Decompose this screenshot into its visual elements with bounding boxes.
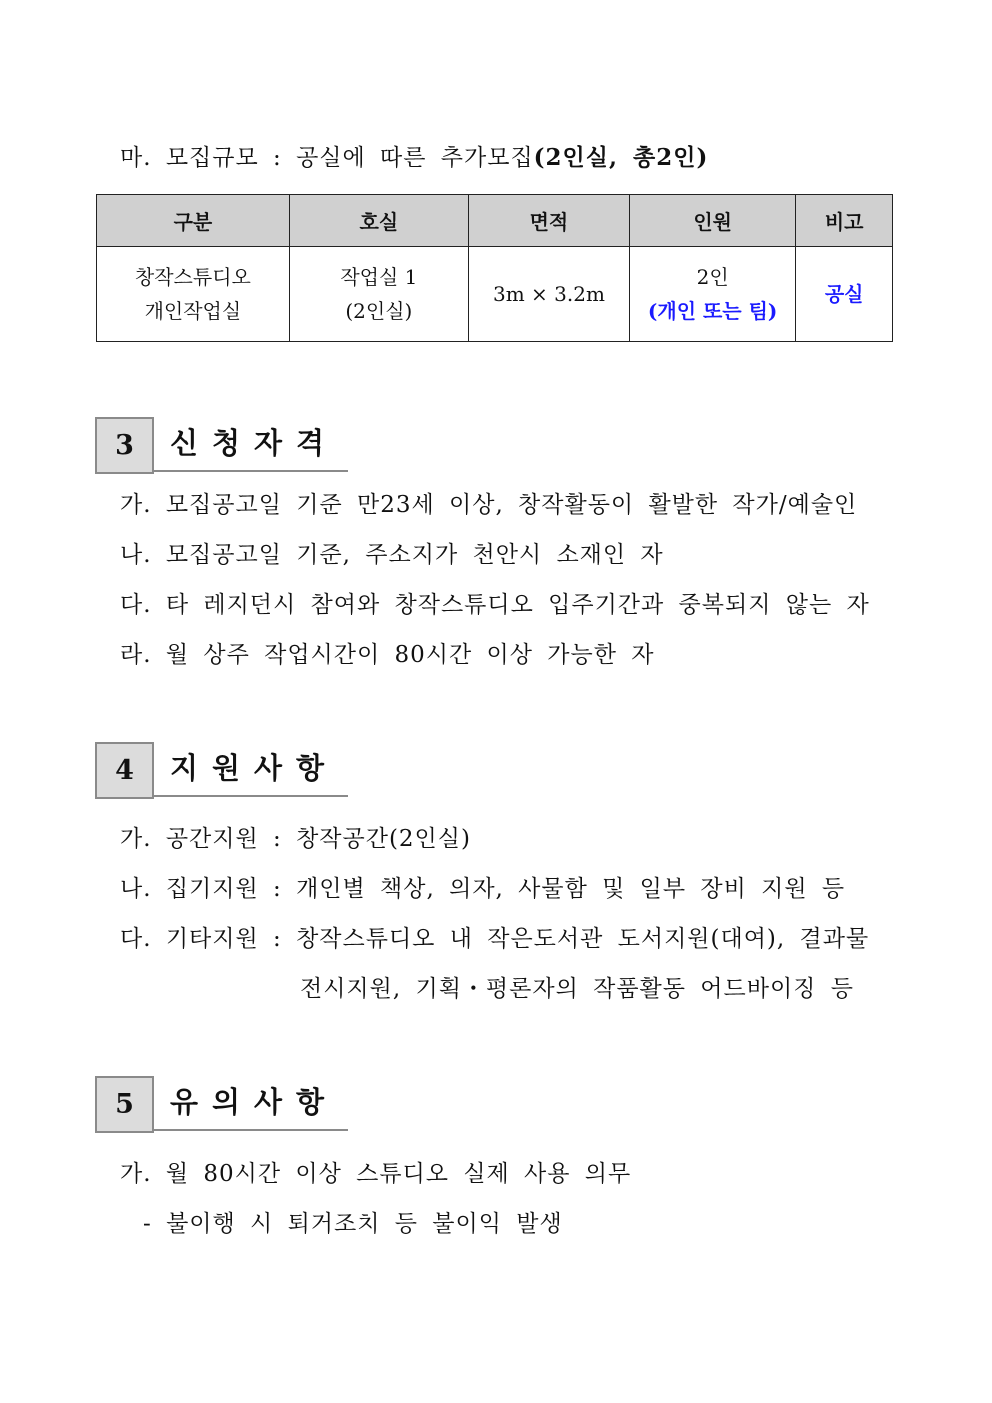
- cell-people: [629, 247, 795, 342]
- section-3-title: 신청자격: [170, 426, 339, 460]
- header-people: 인원: [629, 195, 795, 247]
- cell-room-line1: 작업실 1: [340, 265, 418, 289]
- section-4-underline: [154, 795, 348, 797]
- section-4-heading: [95, 742, 348, 798]
- section-3-item-1: 가. 모집공고일 기준 만23세 이상, 창작활동이 활발한 작가/예술인: [120, 492, 858, 518]
- section-4-title: 지원사항: [170, 751, 339, 785]
- section-4-item-3: 다. 기타지원 : 창작스튜디오 내 작은도서관 도서지원(대여), 결과물: [120, 926, 870, 952]
- cell-area: 3m × 3.2m: [468, 247, 629, 342]
- section-3-underline: [154, 470, 348, 472]
- cell-people-line1: 2인: [696, 265, 729, 289]
- section-4-item-3-continued: 전시지원, 기획・평론자의 작품활동 어드바이징 등: [300, 976, 854, 1002]
- section-3-heading: [95, 417, 348, 473]
- section-4-item-2: 나. 집기지원 : 개인별 책상, 의자, 사물함 및 일부 장비 지원 등: [120, 876, 846, 902]
- section-5-underline: [154, 1129, 348, 1131]
- recruit-scale-line: [120, 139, 708, 172]
- section-5-number: 5: [95, 1076, 154, 1133]
- recruit-scale-text: 마. 모집규모 : 공실에 따른 추가모집: [120, 145, 534, 171]
- section-4-number: 4: [95, 742, 154, 799]
- table-header-row: [97, 195, 893, 247]
- cell-category-line2: 개인작업실: [144, 299, 242, 323]
- recruit-scale-bold: (2인실, 총2인): [533, 144, 709, 171]
- header-category: 구분: [97, 195, 290, 247]
- cell-people-line2: (개인 또는 팀): [647, 299, 778, 323]
- cell-room-line2: (2인실): [345, 299, 413, 323]
- header-room: 호실: [289, 195, 468, 247]
- table-row: [97, 247, 893, 342]
- section-5-sub-item-1: - 불이행 시 퇴거조치 등 불이익 발생: [143, 1211, 563, 1237]
- cell-room: [289, 247, 468, 342]
- cell-note: 공실: [796, 247, 893, 342]
- section-3-number: 3: [95, 417, 154, 474]
- cell-category: [97, 247, 290, 342]
- section-5-item-1: 가. 월 80시간 이상 스튜디오 실제 사용 의무: [120, 1161, 632, 1187]
- section-5-heading: [95, 1076, 348, 1132]
- section-4-item-1: 가. 공간지원 : 창작공간(2인실): [120, 826, 471, 852]
- section-3-item-4: 라. 월 상주 작업시간이 80시간 이상 가능한 자: [120, 642, 655, 668]
- header-area: 면적: [468, 195, 629, 247]
- section-3-item-3: 다. 타 레지던시 참여와 창작스튜디오 입주기간과 중복되지 않는 자: [120, 592, 870, 618]
- section-3-item-2: 나. 모집공고일 기준, 주소지가 천안시 소재인 자: [120, 542, 664, 568]
- cell-category-line1: 창작스튜디오: [134, 265, 251, 289]
- section-5-title: 유의사항: [170, 1085, 339, 1119]
- header-note: 비고: [796, 195, 893, 247]
- recruit-table: [96, 194, 893, 342]
